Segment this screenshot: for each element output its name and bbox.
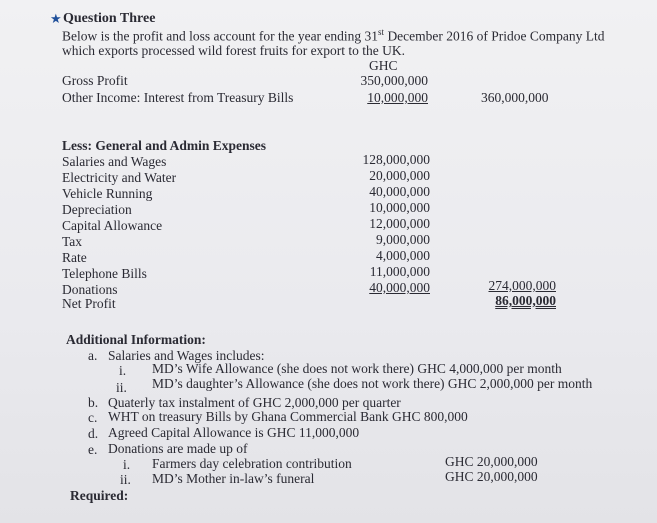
expense-label: Telephone Bills <box>62 266 147 281</box>
gross-profit-label: Gross Profit <box>62 73 128 88</box>
expense-value: 40,000,000 <box>369 280 430 295</box>
item-e-ii-value: GHC 20,000,000 <box>445 469 538 484</box>
item-e-ii-text: MD’s Mother in-law’s funeral <box>152 471 315 486</box>
expense-label: Vehicle Running <box>62 186 153 201</box>
item-c-marker: c. <box>88 410 98 425</box>
intro-line-1: Below is the profit and loss account for the year ending 31st December 2016 of Pridoe Company Ltd <box>62 27 605 44</box>
expense-label: Donations <box>62 282 118 297</box>
item-b-text: Quaterly tax instalment of GHC 2,000,000 per quarter <box>108 395 401 410</box>
expense-value: 10,000,000 <box>369 200 430 215</box>
item-a-i-text: MD’s Wife Allowance (she does not work there) GHC 4,000,000 per month <box>152 361 562 376</box>
item-a-text: Salaries and Wages includes: <box>108 348 265 363</box>
gross-profit-value: 350,000,000 <box>360 73 428 88</box>
expense-value: 20,000,000 <box>369 168 430 183</box>
intro-line-2: which exports processed wild forest fruits for export to the UK. <box>62 43 406 58</box>
item-d-text: Agreed Capital Allowance is GHC 11,000,000 <box>108 425 360 440</box>
item-e-text: Donations are made up of <box>108 441 248 456</box>
net-profit-value: 86,000,000 <box>495 293 556 308</box>
item-e-i-value: GHC 20,000,000 <box>445 454 538 469</box>
expense-value: 9,000,000 <box>376 232 430 247</box>
expense-label: Electricity and Water <box>62 170 177 185</box>
expense-value: 11,000,000 <box>369 264 430 279</box>
expense-label: Rate <box>62 250 87 265</box>
item-a-ii-marker: ii. <box>116 380 127 395</box>
expense-label: Depreciation <box>62 202 132 217</box>
item-e-i-text: Farmers day celebration contribution <box>152 456 352 471</box>
net-profit-label: Net Profit <box>62 296 116 311</box>
other-income-value: 10,000,000 <box>367 90 428 105</box>
expense-value: 40,000,000 <box>369 184 430 199</box>
item-d-marker: d. <box>88 426 99 441</box>
required-label: Required: <box>70 488 129 503</box>
additional-heading: Additional Information: <box>66 332 206 347</box>
total-income-value: 360,000,000 <box>481 90 549 105</box>
expense-value: 4,000,000 <box>376 248 430 263</box>
other-income-label: Other Income: Interest from Treasury Bills <box>62 90 294 105</box>
total-expenses-value: 274,000,000 <box>488 278 556 293</box>
expense-value: 12,000,000 <box>369 216 430 231</box>
expense-label: Salaries and Wages <box>62 154 167 169</box>
item-e-ii-marker: ii. <box>120 472 131 487</box>
question-title: Question Three <box>63 11 156 26</box>
expense-label: Tax <box>62 234 83 249</box>
item-e-marker: e. <box>88 442 98 457</box>
expense-label: Capital Allowance <box>62 218 163 233</box>
expenses-heading: Less: General and Admin Expenses <box>62 138 267 153</box>
item-e-i-marker: i. <box>123 457 131 472</box>
star-icon: ★ <box>50 11 62 26</box>
item-c-text: WHT on treasury Bills by Ghana Commercial Bank GHC 800,000 <box>108 409 468 424</box>
item-a-marker: a. <box>88 348 98 363</box>
item-a-i-marker: i. <box>119 363 127 378</box>
currency-label: GHC <box>369 58 398 73</box>
item-a-ii-text: MD’s daughter’s Allowance (she does not work there) GHC 2,000,000 per month <box>152 376 593 391</box>
expense-value: 128,000,000 <box>362 152 430 167</box>
item-b-marker: b. <box>88 395 99 410</box>
